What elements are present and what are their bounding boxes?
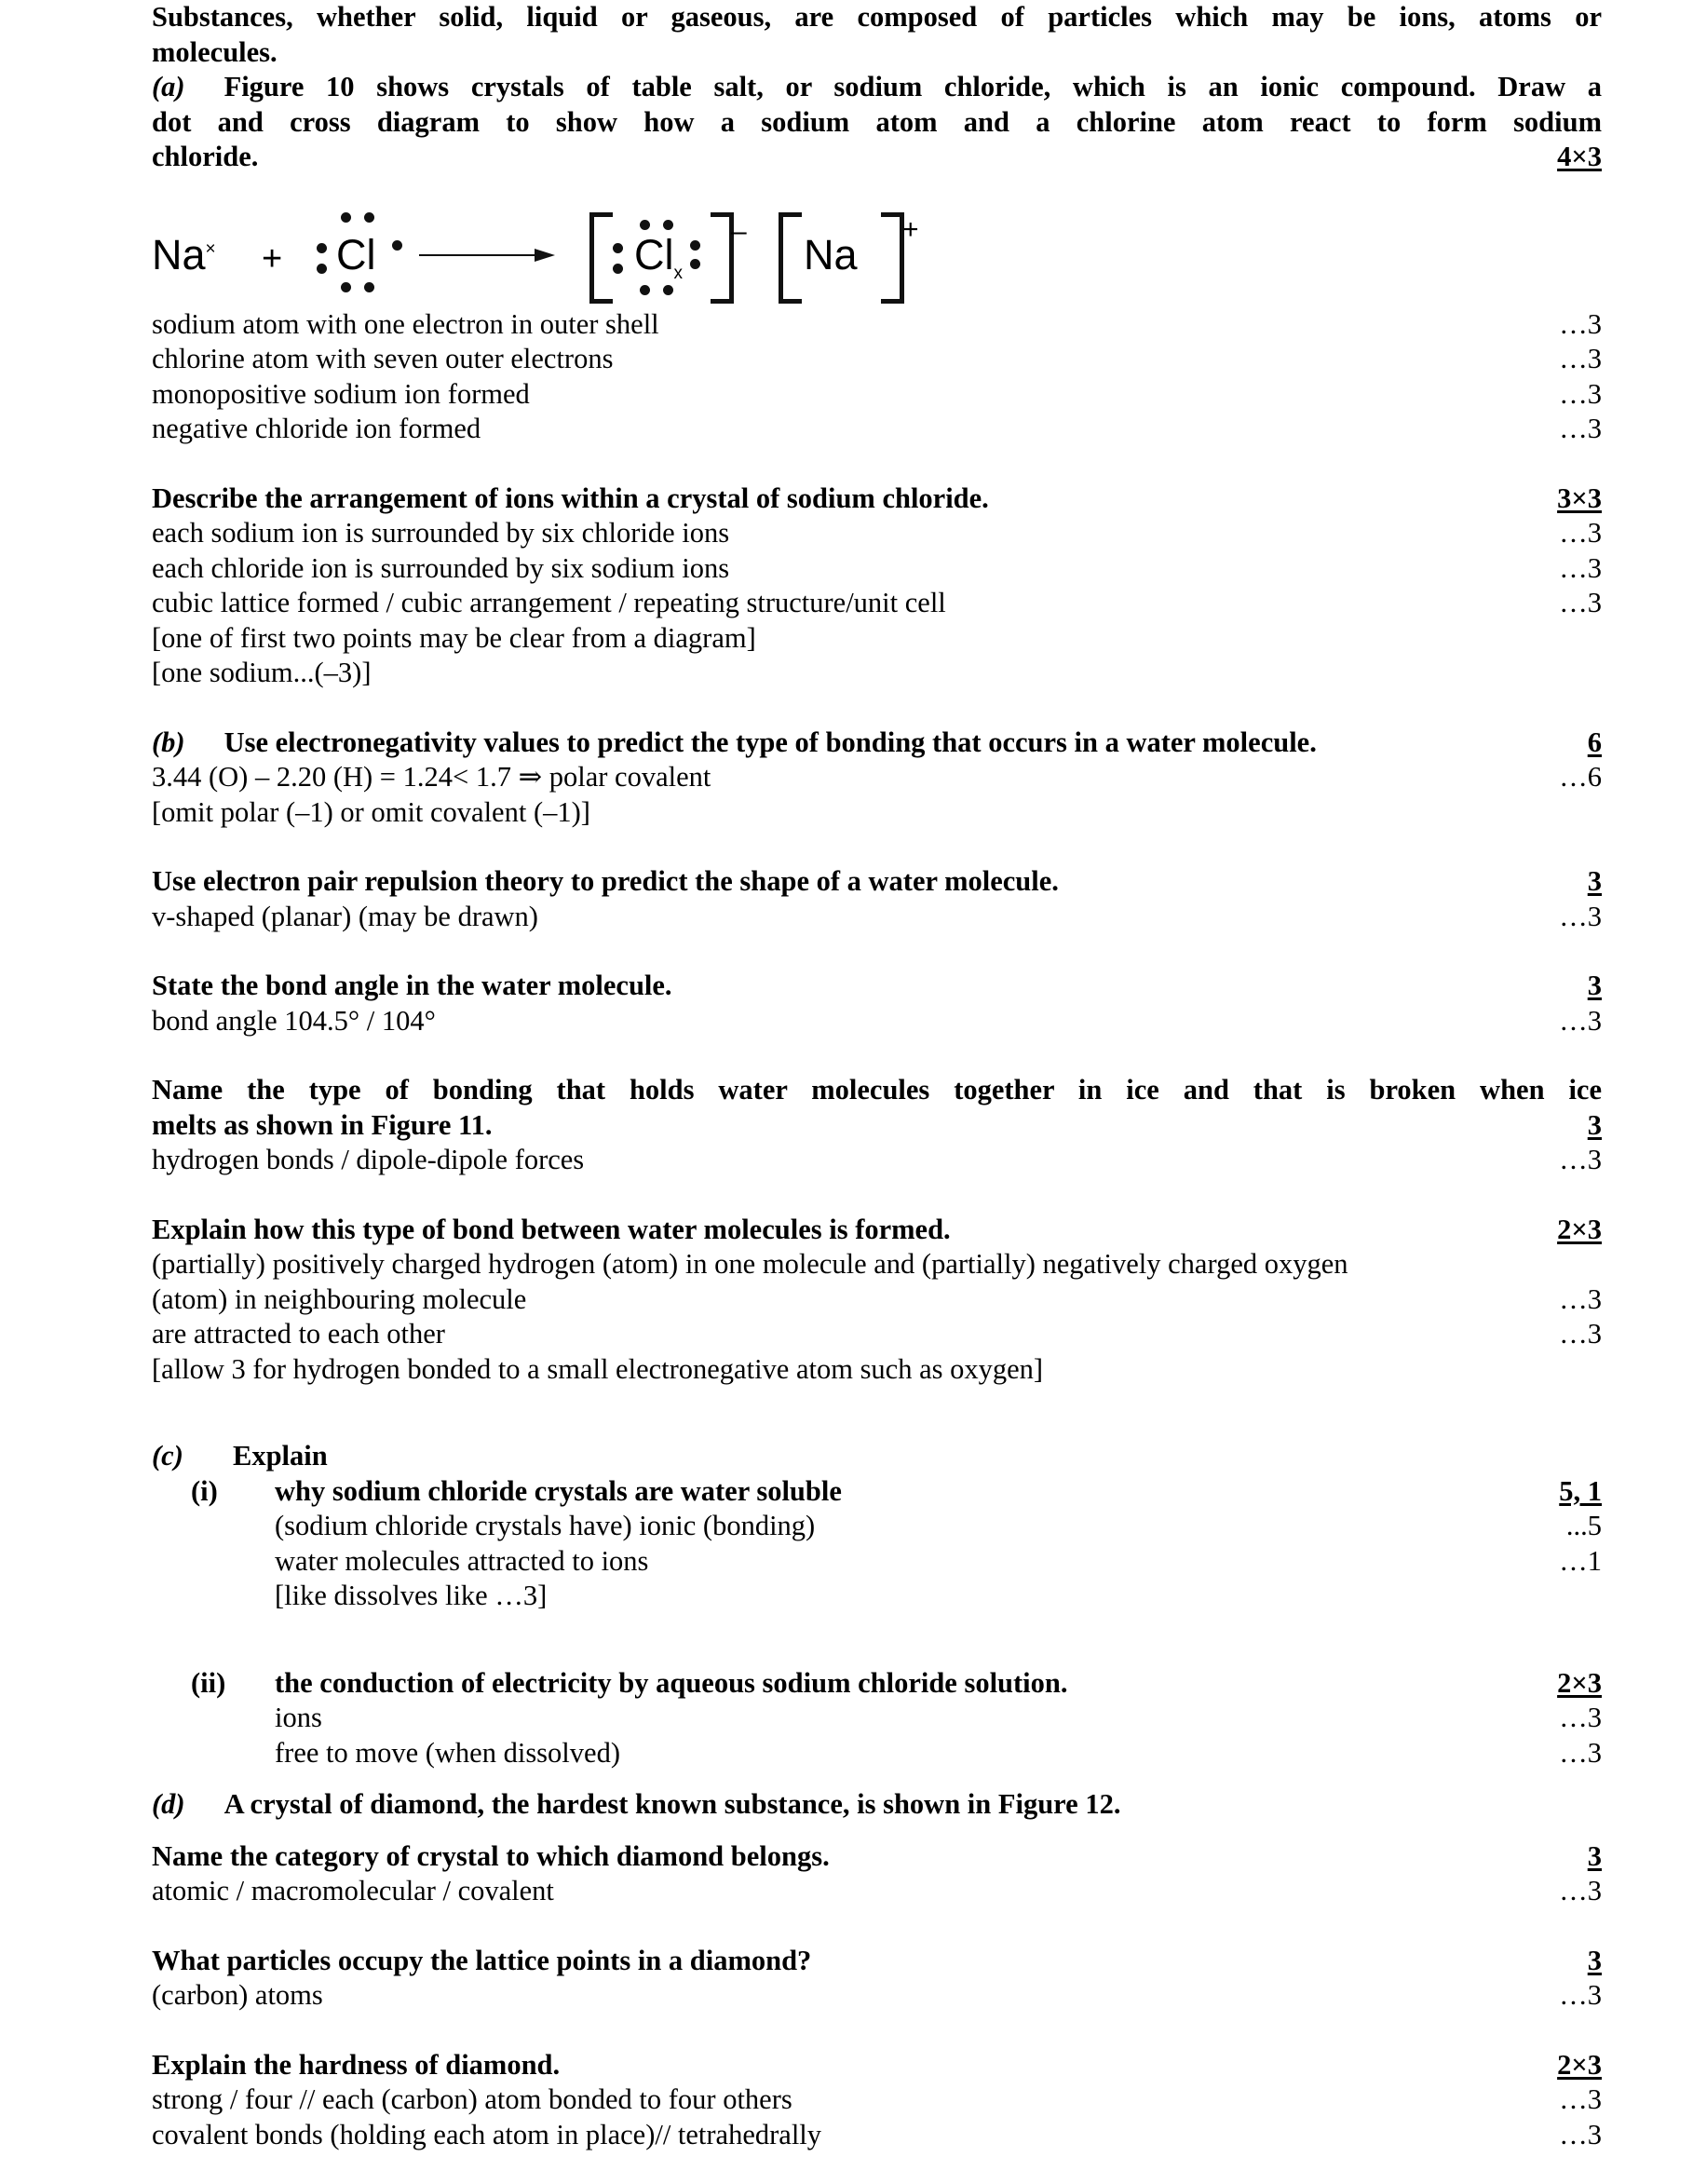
answer-mark: …3 xyxy=(1559,307,1602,340)
answer-text: (carbon) atoms xyxy=(152,1979,323,2011)
answer-line xyxy=(152,1544,1602,1580)
spacer xyxy=(152,934,1602,969)
answer-mark: …3 xyxy=(1559,377,1602,410)
part-c-item-ii-label: (ii) xyxy=(191,1666,226,1699)
subquestion-hbond-formation xyxy=(152,1213,1602,1248)
answer-text: covalent bonds (holding each atom in place)// tetrahedrally xyxy=(152,2118,822,2150)
subquestion-mark: 3 xyxy=(1587,865,1602,897)
spacer xyxy=(152,1387,1602,1439)
answer-line xyxy=(152,551,1602,587)
intro-line-2: molecules. xyxy=(152,35,278,68)
arrow-shaft xyxy=(419,254,544,257)
answer-mark: …3 xyxy=(1559,1144,1602,1175)
answer-note: [one of first two points may be clear from a diagram] xyxy=(152,621,756,654)
part-d-heading xyxy=(152,1787,1602,1823)
answer-line xyxy=(152,342,1602,377)
answer-text: sodium atom with one electron in outer shell xyxy=(152,307,659,340)
answer-line xyxy=(152,1143,1602,1178)
answer-line xyxy=(152,1247,1602,1282)
chloride-electron-dot xyxy=(663,220,673,230)
chlorine-electron-dot xyxy=(317,243,327,253)
subquestion-text: Use electron pair repulsion theory to predict the shape of a water molecule. xyxy=(152,865,1059,897)
answer-line xyxy=(152,795,1602,831)
intro-paragraph xyxy=(152,0,1602,70)
answer-text: negative chloride ion formed xyxy=(152,413,481,444)
sodium-cross-electron: × xyxy=(205,238,216,259)
spacer xyxy=(152,1178,1602,1213)
answer-note: [one sodium...(–3)] xyxy=(152,657,372,688)
answer-text: ions xyxy=(275,1702,322,1733)
part-a-line-2: dot and cross diagram to show how a sodium atom and a chlorine atom react to form sodium xyxy=(152,105,1602,138)
chlorine-electron-dot xyxy=(364,212,374,223)
answer-text: (sodium chloride crystals have) ionic (bonding) xyxy=(275,1510,816,1541)
answer-line xyxy=(152,760,1602,795)
subquestion-mark: 3×3 xyxy=(1557,482,1602,514)
subquestion-text: Explain the hardness of diamond. xyxy=(152,2048,561,2081)
equation-chlorine-atom: Cl xyxy=(336,230,376,278)
subquestion-arrangement xyxy=(152,482,1602,517)
part-a-mark: 4×3 xyxy=(1557,141,1602,172)
answer-mark: …3 xyxy=(1559,1979,1602,2011)
part-b-question xyxy=(152,726,1602,761)
chloride-electron-dot xyxy=(640,285,650,295)
subquestion-mark: 3 xyxy=(1587,970,1602,1001)
spacer xyxy=(152,447,1602,482)
answer-mark: …3 xyxy=(1559,1702,1602,1733)
answer-note: [allow 3 for hydrogen bonded to a small electronegative atom such as oxygen] xyxy=(152,1352,1044,1385)
answer-note: [omit polar (–1) or omit covalent (–1)] xyxy=(152,795,590,828)
equation-sodium-ion: Na xyxy=(804,230,858,278)
answer-mark: …3 xyxy=(1559,1875,1602,1906)
answer-line xyxy=(152,1352,1602,1388)
spacer xyxy=(152,830,1602,864)
answer-line xyxy=(152,1978,1602,2014)
answer-text: chlorine atom with seven outer electrons xyxy=(152,343,614,374)
spacer xyxy=(152,691,1602,726)
chlorine-electron-dot xyxy=(341,212,351,223)
answer-text: monopositive sodium ion formed xyxy=(152,377,530,410)
part-c-item-i-text: why sodium chloride crystals are water soluble xyxy=(275,1474,842,1507)
answer-line xyxy=(152,586,1602,621)
chloride-charge-sign: – xyxy=(731,215,747,247)
answer-mark: …1 xyxy=(1559,1544,1602,1577)
spacer xyxy=(152,1038,1602,1073)
answer-mark: …6 xyxy=(1559,761,1602,793)
chloride-electron-dot xyxy=(640,220,650,230)
answer-mark: …3 xyxy=(1559,1736,1602,1769)
subquestion-diamond-category xyxy=(152,1839,1602,1875)
answer-line xyxy=(152,412,1602,447)
subquestion-ice-bonding xyxy=(152,1073,1602,1108)
chlorine-electron-dot xyxy=(317,264,327,274)
part-a-line-3-row xyxy=(152,140,1602,175)
part-a-label: (a) xyxy=(152,71,185,102)
subquestion-shape xyxy=(152,864,1602,900)
part-c-text: Explain xyxy=(233,1440,328,1472)
subquestion-mark: 3 xyxy=(1587,1944,1602,1976)
answer-text: v-shaped (planar) (may be drawn) xyxy=(152,900,538,932)
answer-text: (partially) positively charged hydrogen (atom) in one molecule and (partially) negatively charged oxygen xyxy=(152,1248,1348,1280)
part-c-item-i-label: (i) xyxy=(191,1474,218,1507)
subquestion-bond-angle xyxy=(152,969,1602,1004)
subquestion-mark: 2×3 xyxy=(1557,1213,1602,1245)
part-c-item-i xyxy=(152,1474,1602,1510)
equation-chloride-ion: $Cl_x$ xyxy=(634,230,683,283)
part-c-item-ii-line xyxy=(191,1667,1067,1699)
answer-line xyxy=(152,2082,1602,2118)
reaction-arrow-icon xyxy=(419,249,559,262)
answer-text: water molecules attracted to ions xyxy=(275,1544,649,1577)
answer-mark: …3 xyxy=(1559,900,1602,932)
answer-line xyxy=(152,1736,1602,1771)
spacer xyxy=(152,1909,1602,1944)
answer-line xyxy=(152,1004,1602,1039)
subquestion-mark: 3 xyxy=(1587,1839,1602,1872)
answer-mark: …3 xyxy=(1559,517,1602,549)
arrow-head xyxy=(535,249,555,262)
chloride-electron-dot xyxy=(690,240,700,251)
chlorine-electron-dot xyxy=(364,282,374,292)
answer-mark: …3 xyxy=(1559,1004,1602,1037)
answer-line xyxy=(152,621,1602,657)
part-d-label: (d) xyxy=(152,1788,185,1820)
subquestion-text-line-2: melts as shown in Figure 11. xyxy=(152,1108,493,1141)
answer-line xyxy=(152,377,1602,413)
subquestion-ice-bonding-line2 xyxy=(152,1108,1602,1144)
part-a-text-1: Figure 10 shows crystals of table salt, or sodium chloride, which is an ionic compound. Draw a xyxy=(223,71,1602,102)
answer-note: [like dissolves like …3] xyxy=(275,1580,548,1611)
part-a-text-3: chloride. xyxy=(152,141,259,172)
chlorine-electron-dot xyxy=(392,240,402,251)
part-d-line xyxy=(152,1788,1120,1820)
part-d-text: A crystal of diamond, the hardest known substance, is shown in Figure 12. xyxy=(223,1788,1121,1820)
subquestion-text: What particles occupy the lattice points in a diamond? xyxy=(152,1944,812,1976)
answer-text: are attracted to each other xyxy=(152,1318,445,1350)
dot-and-cross-diagram xyxy=(152,203,1602,304)
answer-line xyxy=(152,1701,1602,1736)
part-b-line xyxy=(152,726,1317,758)
answer-mark: …3 xyxy=(1559,1318,1602,1350)
equation-sodium-atom: Na× xyxy=(152,230,216,278)
answer-text: 3.44 (O) – 2.20 (H) = 1.24< 1.7 ⇒ polar covalent xyxy=(152,761,711,793)
sodium-charge-sign: + xyxy=(902,213,919,245)
answer-text: hydrogen bonds / dipole-dipole forces xyxy=(152,1144,585,1175)
part-c-item-ii xyxy=(152,1666,1602,1702)
chloride-electron-dot xyxy=(613,264,623,274)
answer-text: each sodium ion is surrounded by six chloride ions xyxy=(152,517,730,549)
answer-mark: …3 xyxy=(1559,2083,1602,2115)
subquestion-text: Name the category of crystal to which diamond belongs. xyxy=(152,1839,830,1872)
answer-text: bond angle 104.5° / 104° xyxy=(152,1004,436,1037)
subquestion-mark: 2×3 xyxy=(1557,2048,1602,2081)
sodium-bracket-left xyxy=(779,212,802,304)
part-b-text: Use electronegativity values to predict the type of bonding that occurs in a water molecule. xyxy=(223,726,1317,758)
subquestion-text: Explain how this type of bond between water molecules is formed. xyxy=(152,1213,951,1245)
answer-text: cubic lattice formed / cubic arrangement / repeating structure/unit cell xyxy=(152,587,946,618)
answer-text: strong / four // each (carbon) atom bonded to four others xyxy=(152,2083,792,2115)
sodium-bracket-right xyxy=(881,212,904,304)
answer-line xyxy=(152,1874,1602,1909)
chloride-cross-electron: x xyxy=(673,263,683,283)
part-b-label: (b) xyxy=(152,726,185,758)
part-c-item-ii-mark: 2×3 xyxy=(1557,1666,1602,1699)
intro-line-1: Substances, whether solid, liquid or gaseous, are composed of particles which may be ions, atoms or xyxy=(152,1,1602,33)
part-c-item-i-line xyxy=(191,1475,842,1507)
answer-line xyxy=(152,2118,1602,2153)
answer-text: atomic / macromolecular / covalent xyxy=(152,1875,554,1906)
answer-mark: …3 xyxy=(1559,587,1602,618)
answer-mark: …3 xyxy=(1559,343,1602,374)
subquestion-diamond-hardness xyxy=(152,2048,1602,2083)
answer-mark: …3 xyxy=(1559,413,1602,444)
part-a-line-1 xyxy=(152,70,1602,105)
subquestion-mark: 3 xyxy=(1587,1108,1602,1141)
part-a-question xyxy=(152,70,1602,140)
chloride-electron-dot xyxy=(663,285,673,295)
equation-plus-sign: + xyxy=(262,238,283,278)
part-c-label: (c) xyxy=(152,1440,183,1472)
part-b-mark: 6 xyxy=(1587,726,1602,758)
chlorine-electron-dot xyxy=(341,282,351,292)
part-c-line xyxy=(152,1440,328,1472)
answer-line xyxy=(152,1579,1602,1614)
answer-mark: …3 xyxy=(1559,1282,1602,1315)
part-c-item-i-mark: 5, 1 xyxy=(1559,1474,1602,1507)
answer-line xyxy=(152,1282,1602,1318)
answer-mark: ...5 xyxy=(1565,1510,1602,1541)
answer-line xyxy=(152,516,1602,551)
part-c-heading xyxy=(152,1439,1602,1474)
answer-mark: …3 xyxy=(1559,551,1602,584)
part-c-item-ii-text: the conduction of electricity by aqueous sodium chloride solution. xyxy=(275,1666,1068,1699)
answer-line xyxy=(152,900,1602,935)
subquestion-text-line-1: Name the type of bonding that holds water molecules together in ice and that is broken when ice xyxy=(152,1074,1602,1106)
answer-text: (atom) in neighbouring molecule xyxy=(152,1282,527,1315)
answer-line xyxy=(152,307,1602,343)
subquestion-lattice-points xyxy=(152,1944,1602,1979)
answer-text: each chloride ion is surrounded by six sodium ions xyxy=(152,551,730,584)
answer-line xyxy=(152,1509,1602,1544)
spacer xyxy=(152,1823,1602,1839)
spacer xyxy=(152,2014,1602,2048)
subquestion-text: Describe the arrangement of ions within a crystal of sodium chloride. xyxy=(152,482,989,514)
answer-line xyxy=(152,1317,1602,1352)
chloride-bracket-left xyxy=(589,212,613,304)
chloride-electron-dot xyxy=(613,243,623,253)
answer-mark: …3 xyxy=(1559,2118,1602,2150)
spacer xyxy=(152,1770,1602,1787)
subquestion-text: State the bond angle in the water molecule. xyxy=(152,970,672,1001)
chloride-electron-dot xyxy=(690,259,700,269)
answer-text: free to move (when dissolved) xyxy=(275,1736,620,1769)
spacer xyxy=(152,1614,1602,1666)
answer-line xyxy=(152,656,1602,691)
